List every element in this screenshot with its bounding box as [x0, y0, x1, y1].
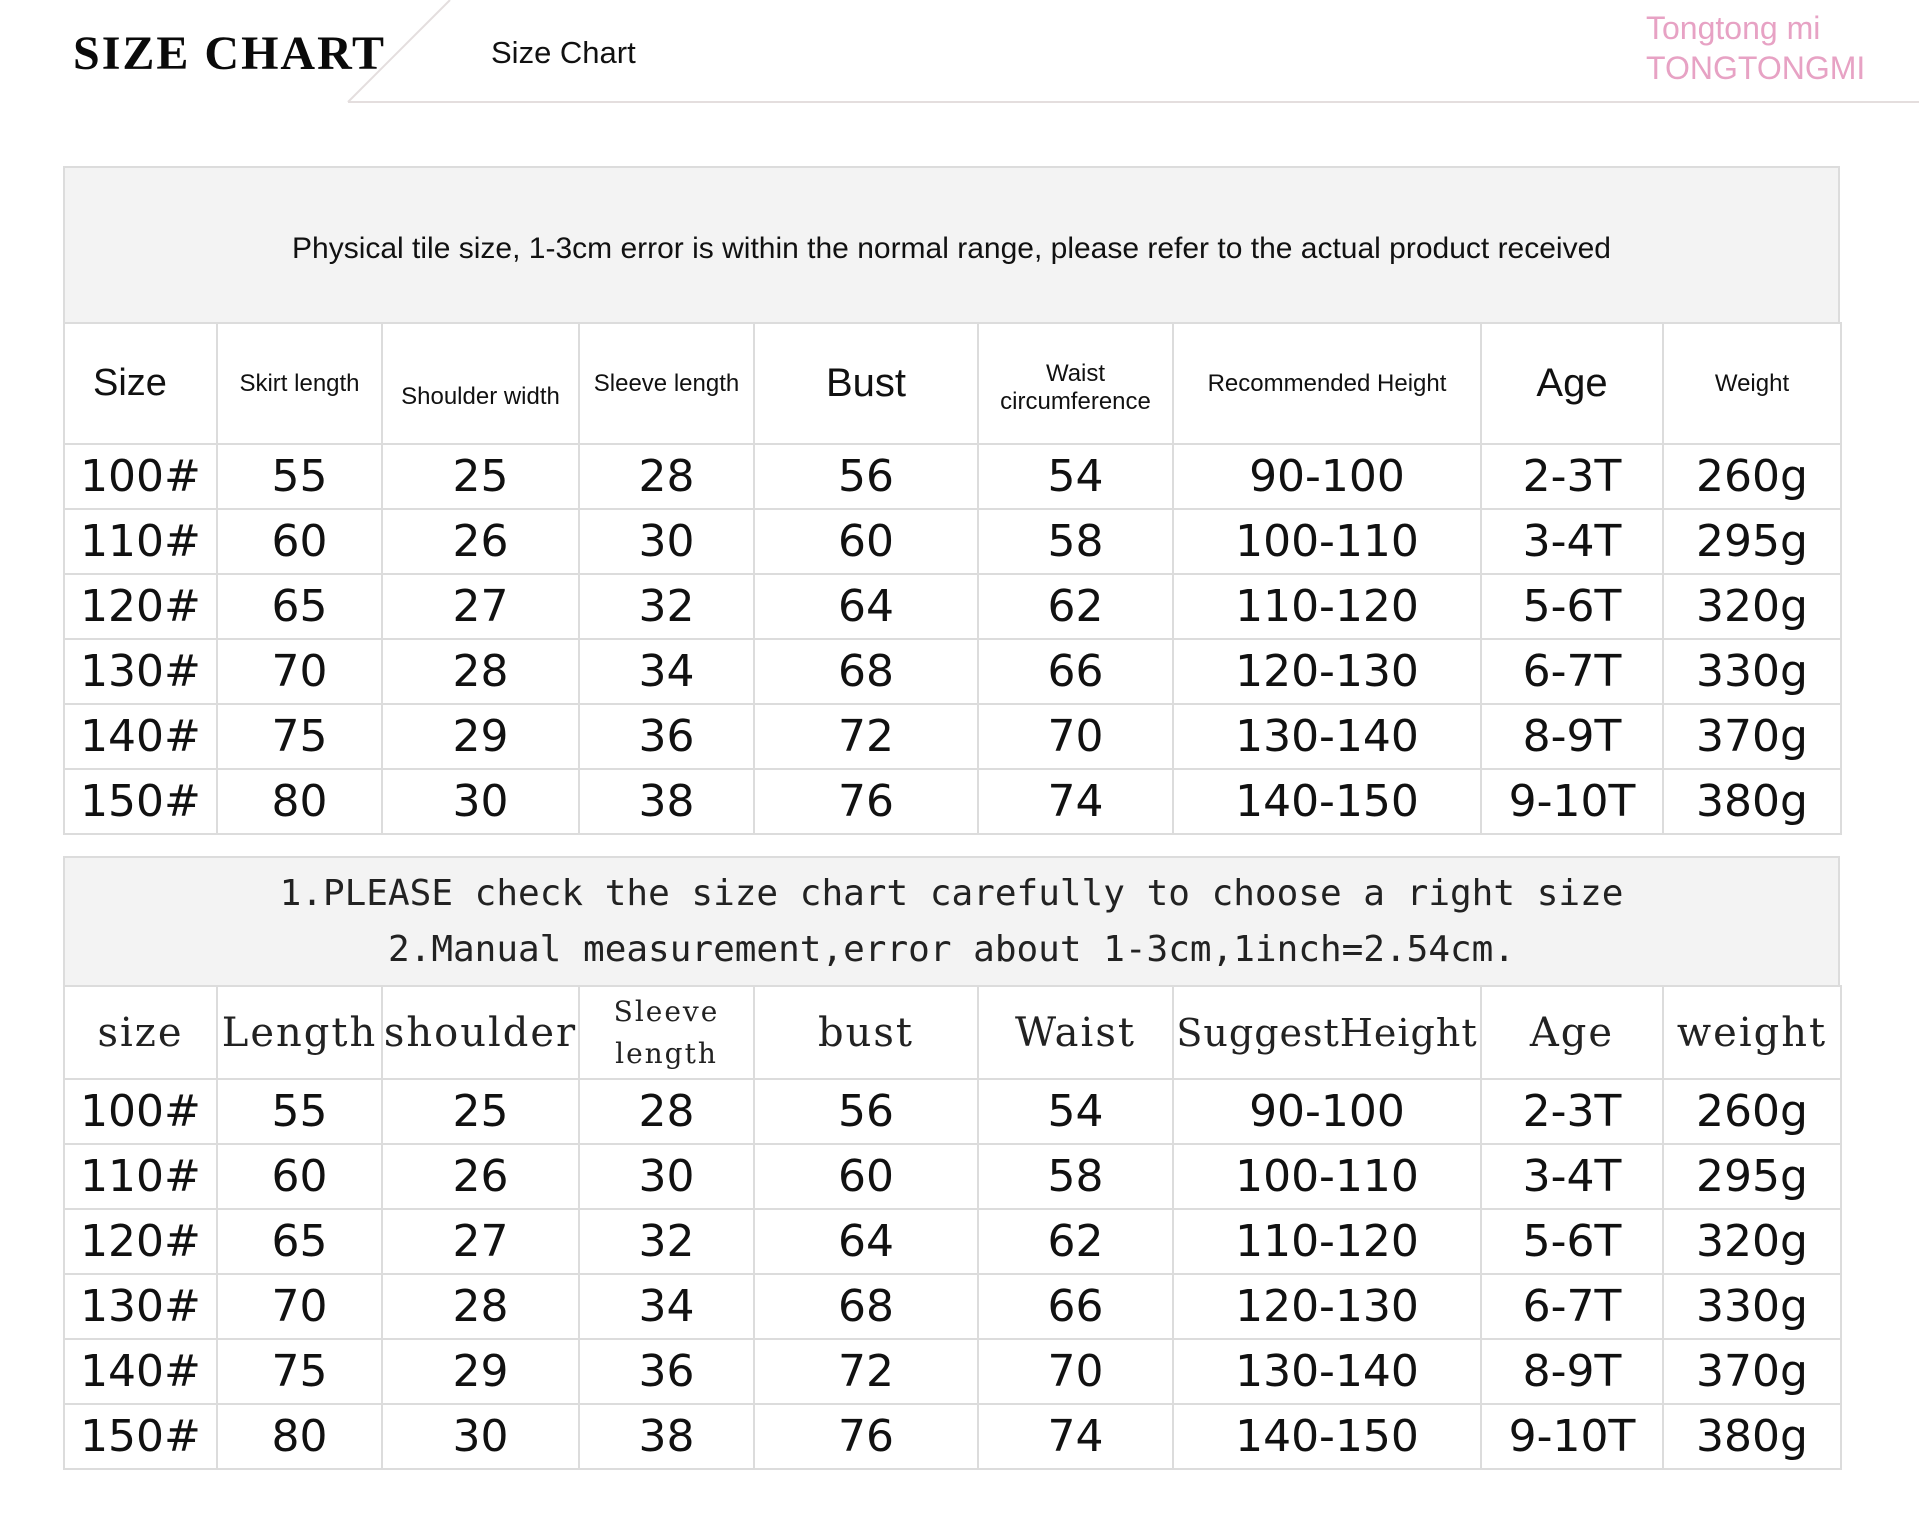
table-cell: 8-9T — [1481, 1339, 1663, 1404]
table-cell: 320g — [1663, 1209, 1841, 1274]
table-row — [64, 574, 1841, 639]
table-cell: 74 — [978, 1404, 1173, 1469]
table-cell: 80 — [217, 1404, 382, 1469]
table-cell: 100-110 — [1173, 509, 1481, 574]
table-row — [64, 444, 1841, 509]
size-table — [63, 322, 1842, 835]
table-cell: 5-6T — [1481, 574, 1663, 639]
table-cell: 65 — [217, 574, 382, 639]
table-cell: 38 — [579, 769, 754, 834]
instruction-line-2: 2.Manual measurement,error about 1-3cm,1inch=2.54cm. — [387, 928, 1516, 970]
table-cell: 110# — [64, 1144, 217, 1209]
table-cell: 5-6T — [1481, 1209, 1663, 1274]
table-cell: 140-150 — [1173, 769, 1481, 834]
column-header: SuggestHeight — [1173, 986, 1481, 1079]
table-cell: 68 — [754, 639, 978, 704]
table-cell: 28 — [382, 1274, 579, 1339]
table-cell: 25 — [382, 444, 579, 509]
table-cell: 9-10T — [1481, 769, 1663, 834]
table-row — [64, 1144, 1841, 1209]
table-cell: 140# — [64, 1339, 217, 1404]
table-cell: 27 — [382, 1209, 579, 1274]
table-cell: 330g — [1663, 639, 1841, 704]
table-cell: 330g — [1663, 1274, 1841, 1339]
table-cell: 29 — [382, 704, 579, 769]
brand-watermark — [1646, 8, 1906, 88]
table-cell: 64 — [754, 1209, 978, 1274]
table-cell: 56 — [754, 444, 978, 509]
table-cell: 62 — [978, 574, 1173, 639]
table-cell: 76 — [754, 1404, 978, 1469]
table-cell: 120-130 — [1173, 1274, 1481, 1339]
table-cell: 2-3T — [1481, 1079, 1663, 1144]
table-row — [64, 769, 1841, 834]
table-cell: 260g — [1663, 444, 1841, 509]
table-cell: 72 — [754, 704, 978, 769]
table-cell: 76 — [754, 769, 978, 834]
table-cell: 36 — [579, 1339, 754, 1404]
table-cell: 75 — [217, 704, 382, 769]
table-row — [64, 1274, 1841, 1339]
table-cell: 9-10T — [1481, 1404, 1663, 1469]
size-table-2 — [63, 856, 1840, 1470]
table-cell: 58 — [978, 509, 1173, 574]
column-header: Weight — [1663, 323, 1841, 444]
column-header: Age — [1481, 323, 1663, 444]
instruction-line-1: 1.PLEASE check the size chart carefully to choose a right size — [279, 872, 1624, 914]
table-cell: 140# — [64, 704, 217, 769]
table-cell: 28 — [382, 639, 579, 704]
table-cell: 32 — [579, 574, 754, 639]
table-cell: 6-7T — [1481, 1274, 1663, 1339]
table-cell: 34 — [579, 1274, 754, 1339]
brand-name: Tongtong mi — [1646, 10, 1821, 46]
table-cell: 60 — [754, 509, 978, 574]
table-cell: 370g — [1663, 704, 1841, 769]
column-header: weight — [1663, 986, 1841, 1079]
table-cell: 30 — [382, 769, 579, 834]
table-cell: 25 — [382, 1079, 579, 1144]
table-cell: 120# — [64, 1209, 217, 1274]
measurement-note: Physical tile size, 1-3cm error is within the normal range, please refer to the actual product received — [63, 166, 1840, 322]
table-cell: 56 — [754, 1079, 978, 1144]
column-header: shoulder — [382, 986, 579, 1079]
size-table — [63, 985, 1842, 1470]
table-cell: 54 — [978, 1079, 1173, 1144]
table-cell: 150# — [64, 1404, 217, 1469]
table-cell: 60 — [217, 509, 382, 574]
column-header: Age — [1481, 986, 1663, 1079]
table-cell: 380g — [1663, 769, 1841, 834]
brand-name-caps: TONGTONGMI — [1646, 50, 1866, 86]
table-cell: 30 — [579, 1144, 754, 1209]
table-cell: 30 — [382, 1404, 579, 1469]
table-cell: 62 — [978, 1209, 1173, 1274]
table-cell: 27 — [382, 574, 579, 639]
column-header: Waist — [978, 986, 1173, 1079]
table-row — [64, 1404, 1841, 1469]
size-table-1 — [63, 166, 1840, 835]
table-cell: 90-100 — [1173, 1079, 1481, 1144]
table-row — [64, 509, 1841, 574]
table-cell: 100# — [64, 444, 217, 509]
table-cell: 29 — [382, 1339, 579, 1404]
column-header: size — [64, 986, 217, 1079]
table-cell: 68 — [754, 1274, 978, 1339]
table-cell: 100-110 — [1173, 1144, 1481, 1209]
table-cell: 110# — [64, 509, 217, 574]
table-cell: 130# — [64, 639, 217, 704]
table-cell: 28 — [579, 444, 754, 509]
table-cell: 90-100 — [1173, 444, 1481, 509]
column-header: Waist circumference — [978, 323, 1173, 444]
table-row — [64, 704, 1841, 769]
table-header-row — [64, 986, 1841, 1079]
table-cell: 70 — [217, 639, 382, 704]
table-cell: 295g — [1663, 1144, 1841, 1209]
table-cell: 74 — [978, 769, 1173, 834]
table-cell: 75 — [217, 1339, 382, 1404]
table-cell: 6-7T — [1481, 639, 1663, 704]
table-cell: 140-150 — [1173, 1404, 1481, 1469]
table-cell: 8-9T — [1481, 704, 1663, 769]
column-header: Skirt length — [217, 323, 382, 444]
column-header: Size — [64, 323, 217, 444]
table-cell: 130# — [64, 1274, 217, 1339]
table-cell: 110-120 — [1173, 1209, 1481, 1274]
table-cell: 60 — [217, 1144, 382, 1209]
table-cell: 26 — [382, 1144, 579, 1209]
table-header-row — [64, 323, 1841, 444]
table-cell: 65 — [217, 1209, 382, 1274]
table-cell: 3-4T — [1481, 509, 1663, 574]
instruction-note — [63, 856, 1840, 985]
column-header: Sleeve length — [579, 323, 754, 444]
page-subtitle: Size Chart — [491, 35, 636, 70]
table-cell: 54 — [978, 444, 1173, 509]
table-cell: 30 — [579, 509, 754, 574]
column-header: Recommended Height — [1173, 323, 1481, 444]
table-cell: 80 — [217, 769, 382, 834]
table-cell: 70 — [978, 704, 1173, 769]
table-cell: 66 — [978, 639, 1173, 704]
table-cell: 120-130 — [1173, 639, 1481, 704]
table-cell: 70 — [217, 1274, 382, 1339]
column-header: bust — [754, 986, 978, 1079]
page-title: SIZE CHART — [73, 27, 387, 80]
table-cell: 55 — [217, 1079, 382, 1144]
table-cell: 120# — [64, 574, 217, 639]
table-cell: 130-140 — [1173, 704, 1481, 769]
table-cell: 100# — [64, 1079, 217, 1144]
table-cell: 260g — [1663, 1079, 1841, 1144]
table-cell: 150# — [64, 769, 217, 834]
column-header: Shoulder width — [382, 323, 579, 444]
table-cell: 320g — [1663, 574, 1841, 639]
table-row — [64, 639, 1841, 704]
table-cell: 3-4T — [1481, 1144, 1663, 1209]
table-cell: 2-3T — [1481, 444, 1663, 509]
table-row — [64, 1209, 1841, 1274]
table-row — [64, 1339, 1841, 1404]
table-cell: 32 — [579, 1209, 754, 1274]
table-cell: 34 — [579, 639, 754, 704]
column-header: Length — [217, 986, 382, 1079]
column-header: Bust — [754, 323, 978, 444]
table-cell: 72 — [754, 1339, 978, 1404]
table-cell: 370g — [1663, 1339, 1841, 1404]
table-cell: 58 — [978, 1144, 1173, 1209]
table-cell: 380g — [1663, 1404, 1841, 1469]
table-cell: 70 — [978, 1339, 1173, 1404]
column-header: Sleeve length — [579, 986, 754, 1079]
page-header — [0, 0, 1919, 110]
table-cell: 130-140 — [1173, 1339, 1481, 1404]
table-cell: 36 — [579, 704, 754, 769]
table-cell: 26 — [382, 509, 579, 574]
table-cell: 28 — [579, 1079, 754, 1144]
table-cell: 60 — [754, 1144, 978, 1209]
table-cell: 295g — [1663, 509, 1841, 574]
table-cell: 110-120 — [1173, 574, 1481, 639]
table-row — [64, 1079, 1841, 1144]
table-cell: 38 — [579, 1404, 754, 1469]
table-cell: 55 — [217, 444, 382, 509]
table-cell: 66 — [978, 1274, 1173, 1339]
table-cell: 64 — [754, 574, 978, 639]
